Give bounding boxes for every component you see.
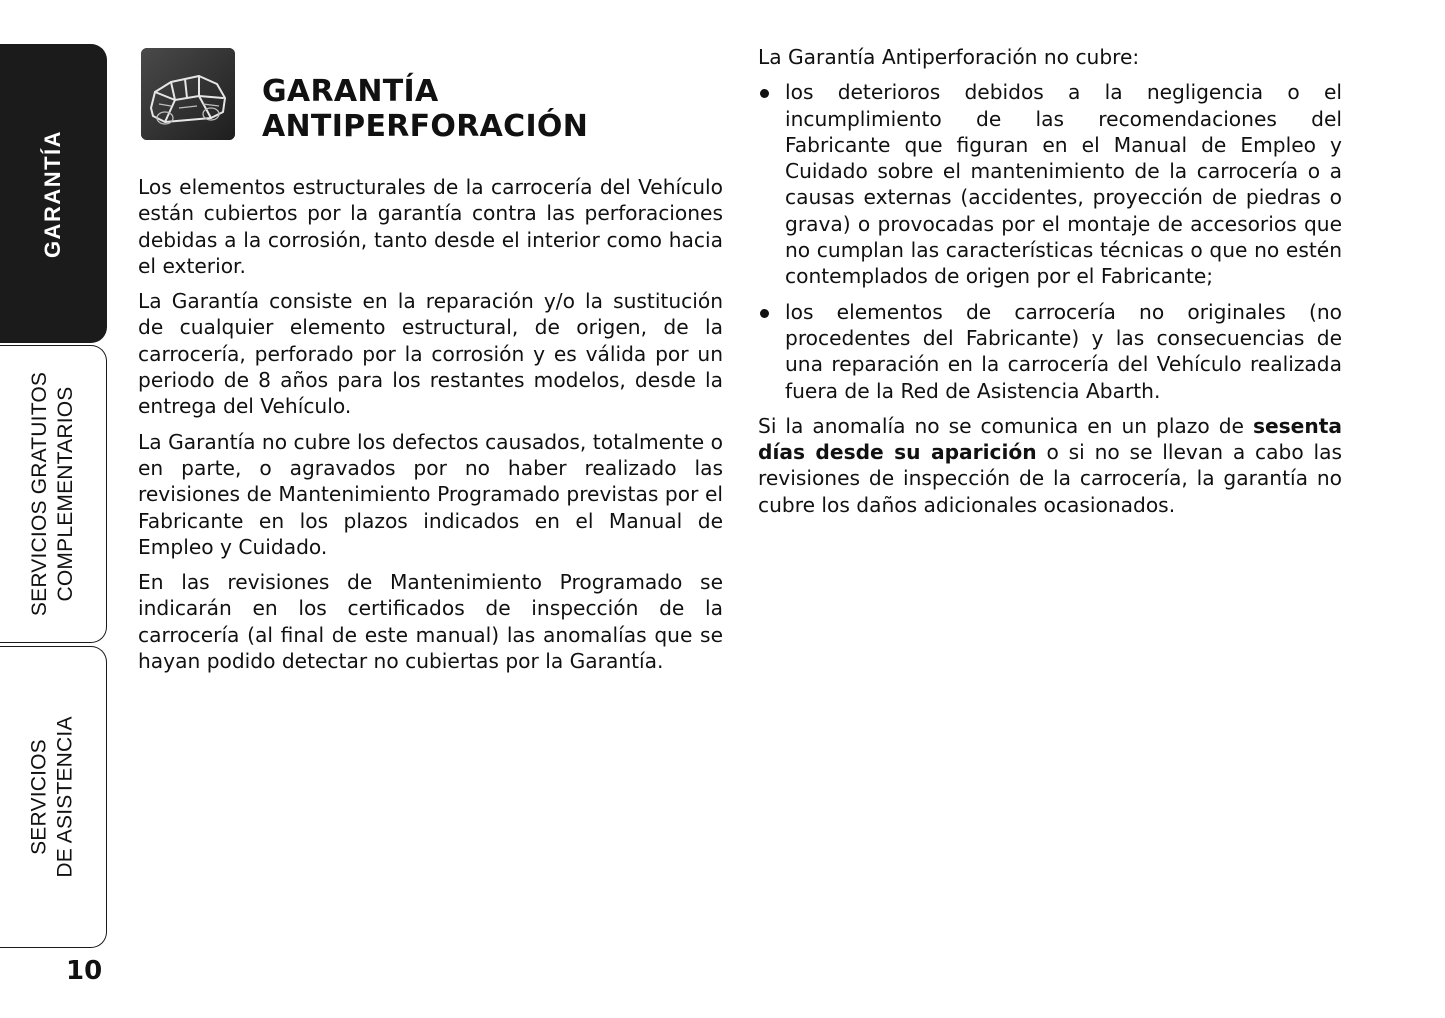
tab-servicios-gratuitos[interactable] bbox=[0, 345, 107, 643]
tab-servicios-asistencia[interactable] bbox=[0, 646, 107, 948]
page-title bbox=[262, 74, 588, 144]
list-item: los deterioros debidos a la negligencia o el incumplimiento de las recomendaciones del Fabricante que figuran en el Manual de Empleo y Cuidado sobre el mantenimiento de la carrocería o a causas externas (accidentes, proyección de piedras o grava) o provocadas por el montaje de accesorios que no cumplan las características técnicas o que no estén contemplados de origen por el Fabricante; bbox=[758, 79, 1342, 289]
paragraph: La Garantía no cubre los defectos causados, totalmente o en parte, o agravados por no haber realizado las revisiones de Mantenimiento Programado previstas por el Fabricante en los plazos indicados en el Manual de Empleo y Cuidado. bbox=[138, 429, 723, 559]
tab-servicios-asistencia-label-line1: SERVICIOS bbox=[28, 739, 51, 855]
tab-garantia[interactable] bbox=[0, 44, 107, 343]
closing-text-after: o si no se llevan a cabo las revisiones de inspección de la carrocería, la garantía no cubre los daños adicionales ocasionados. bbox=[758, 440, 1342, 517]
paragraph: Los elementos estructurales de la carrocería del Vehículo están cubiertos por la garantía contra las perforaciones debidas a la corrosión, tanto desde el interior como hacia el exterior. bbox=[138, 175, 723, 278]
car-body-frame-icon bbox=[141, 48, 235, 140]
exclusions-list bbox=[758, 79, 1342, 404]
tab-servicios-gratuitos-label-line1: SERVICIOS GRATUITOS bbox=[28, 371, 51, 617]
list-item: los elementos de carrocería no originales (no procedentes del Fabricante) y las consecuencias de una reparación en la carrocería del Vehículo realizada fuera de la Red de Asistencia Abarth. bbox=[758, 299, 1342, 404]
closing-text-before: Si la anomalía no se comunica en un plazo de bbox=[758, 413, 1253, 438]
tab-garantia-label: GARANTÍA bbox=[40, 129, 66, 258]
page-title-line1: GARANTÍA bbox=[262, 74, 439, 109]
closing-paragraph bbox=[758, 413, 1342, 518]
page-title-line2: ANTIPERFORACIÓN bbox=[262, 109, 589, 144]
right-column bbox=[758, 44, 1342, 527]
exclusions-intro: La Garantía Antiperforación no cubre: bbox=[758, 45, 1140, 69]
left-column bbox=[138, 174, 723, 683]
paragraph: La Garantía consiste en la reparación y/o la sustitución de cualquier elemento estructural, de origen, de la carrocería, perforado por la corrosión y es válida por un periodo de 8 años para los restantes modelos, desde la entrega del Vehículo. bbox=[138, 289, 723, 419]
tab-servicios-gratuitos-label-line2: COMPLEMENTARIOS bbox=[54, 386, 77, 602]
closing-text-bold: sesenta días desde su aparición bbox=[758, 413, 1342, 465]
page-number: 10 bbox=[66, 956, 103, 986]
tab-servicios-asistencia-label-line2: DE ASISTENCIA bbox=[54, 716, 77, 878]
paragraph: En las revisiones de Mantenimiento Programado se indicarán en los certificados de inspección de la carrocería (al final de este manual) las anomalías que se hayan podido detectar no cubiertas por la Garantía. bbox=[138, 570, 723, 674]
